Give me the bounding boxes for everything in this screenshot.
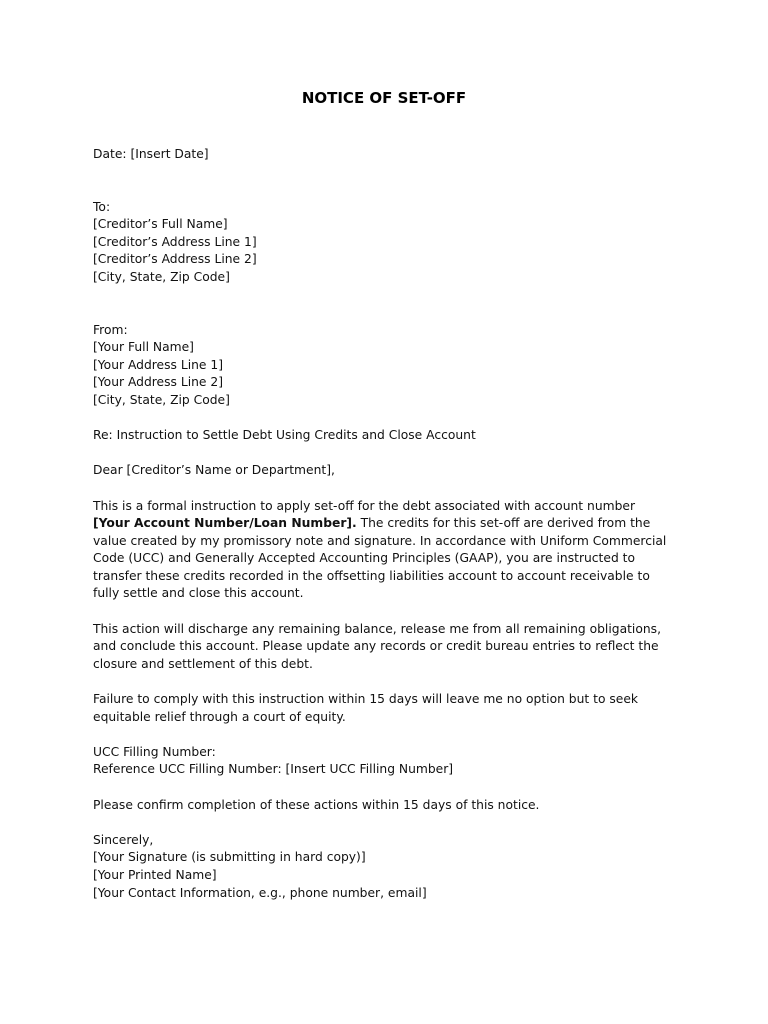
spacer — [93, 445, 673, 463]
recipient-block — [93, 199, 673, 287]
spacer — [93, 603, 673, 621]
recipient-name: [Creditor’s Full Name] — [93, 217, 228, 232]
salutation: Dear [Creditor’s Name or Department], — [93, 463, 335, 478]
account-number-placeholder: [Your Account Number/Loan Number]. — [93, 516, 357, 531]
printed-name-line: [Your Printed Name] — [93, 867, 217, 882]
sign-off: Sincerely, — [93, 832, 154, 847]
from-label: From: — [93, 322, 128, 337]
spacer — [93, 164, 673, 199]
signature-block — [93, 832, 673, 902]
subject-line: Re: Instruction to Settle Debt Using Credits and Close Account — [93, 428, 476, 443]
date-line: Date: [Insert Date] — [93, 147, 209, 161]
recipient-city-state-zip: [City, State, Zip Code] — [93, 269, 230, 284]
signature-line: [Your Signature (is submitting in hard copy)] — [93, 850, 366, 865]
sender-block — [93, 322, 673, 410]
spacer — [93, 814, 673, 832]
sender-address-line-1: [Your Address Line 1] — [93, 357, 223, 372]
sender-name: [Your Full Name] — [93, 340, 194, 355]
sender-city-state-zip: [City, State, Zip Code] — [93, 392, 230, 407]
spacer — [93, 287, 673, 322]
spacer — [93, 480, 673, 498]
ucc-reference: Reference UCC Filling Number: [Insert UCC Filling Number] — [93, 762, 454, 777]
paragraph-discharge: This action will discharge any remaining balance, release me from all remaining obligations, and conclude this account. Please update any records or credit bureau entries to reflect the closure and settlement of this debt. — [93, 621, 661, 671]
spacer — [93, 410, 673, 428]
spacer — [93, 673, 673, 691]
sender-address-line-2: [Your Address Line 2] — [93, 375, 223, 390]
document-body — [93, 146, 673, 902]
to-label: To: — [93, 199, 111, 214]
recipient-address-line-2: [Creditor’s Address Line 2] — [93, 252, 257, 267]
recipient-address-line-1: [Creditor’s Address Line 1] — [93, 234, 257, 249]
document-title: NOTICE OF SET-OFF — [301, 89, 467, 107]
ucc-label: UCC Filling Number: — [93, 744, 216, 759]
confirmation-request: Please confirm completion of these actions within 15 days of this notice. — [93, 797, 540, 812]
paragraph-instruction-text: This is a formal instruction to apply set-off for the debt associated with account number — [93, 498, 636, 513]
paragraph-instruction — [93, 498, 673, 604]
paragraph-failure-to-comply: Failure to comply with this instruction within 15 days will leave me no option but to seek equitable relief through a court of equity. — [93, 692, 639, 724]
paragraph-instruction-continued: The credits for this set-off are derived from the value created by my promissory note and signature. In accordance with Uniform Commercial Code (UCC) and Generally Accepted Accounting Principles (GAAP), you are instructed to transfer these credits recorded in the offsetting liabilities account to account receivable to fully settle and close this account. — [93, 516, 667, 601]
spacer — [93, 726, 673, 744]
contact-information-line: [Your Contact Information, e.g., phone number, email] — [93, 885, 427, 900]
spacer — [93, 779, 673, 797]
